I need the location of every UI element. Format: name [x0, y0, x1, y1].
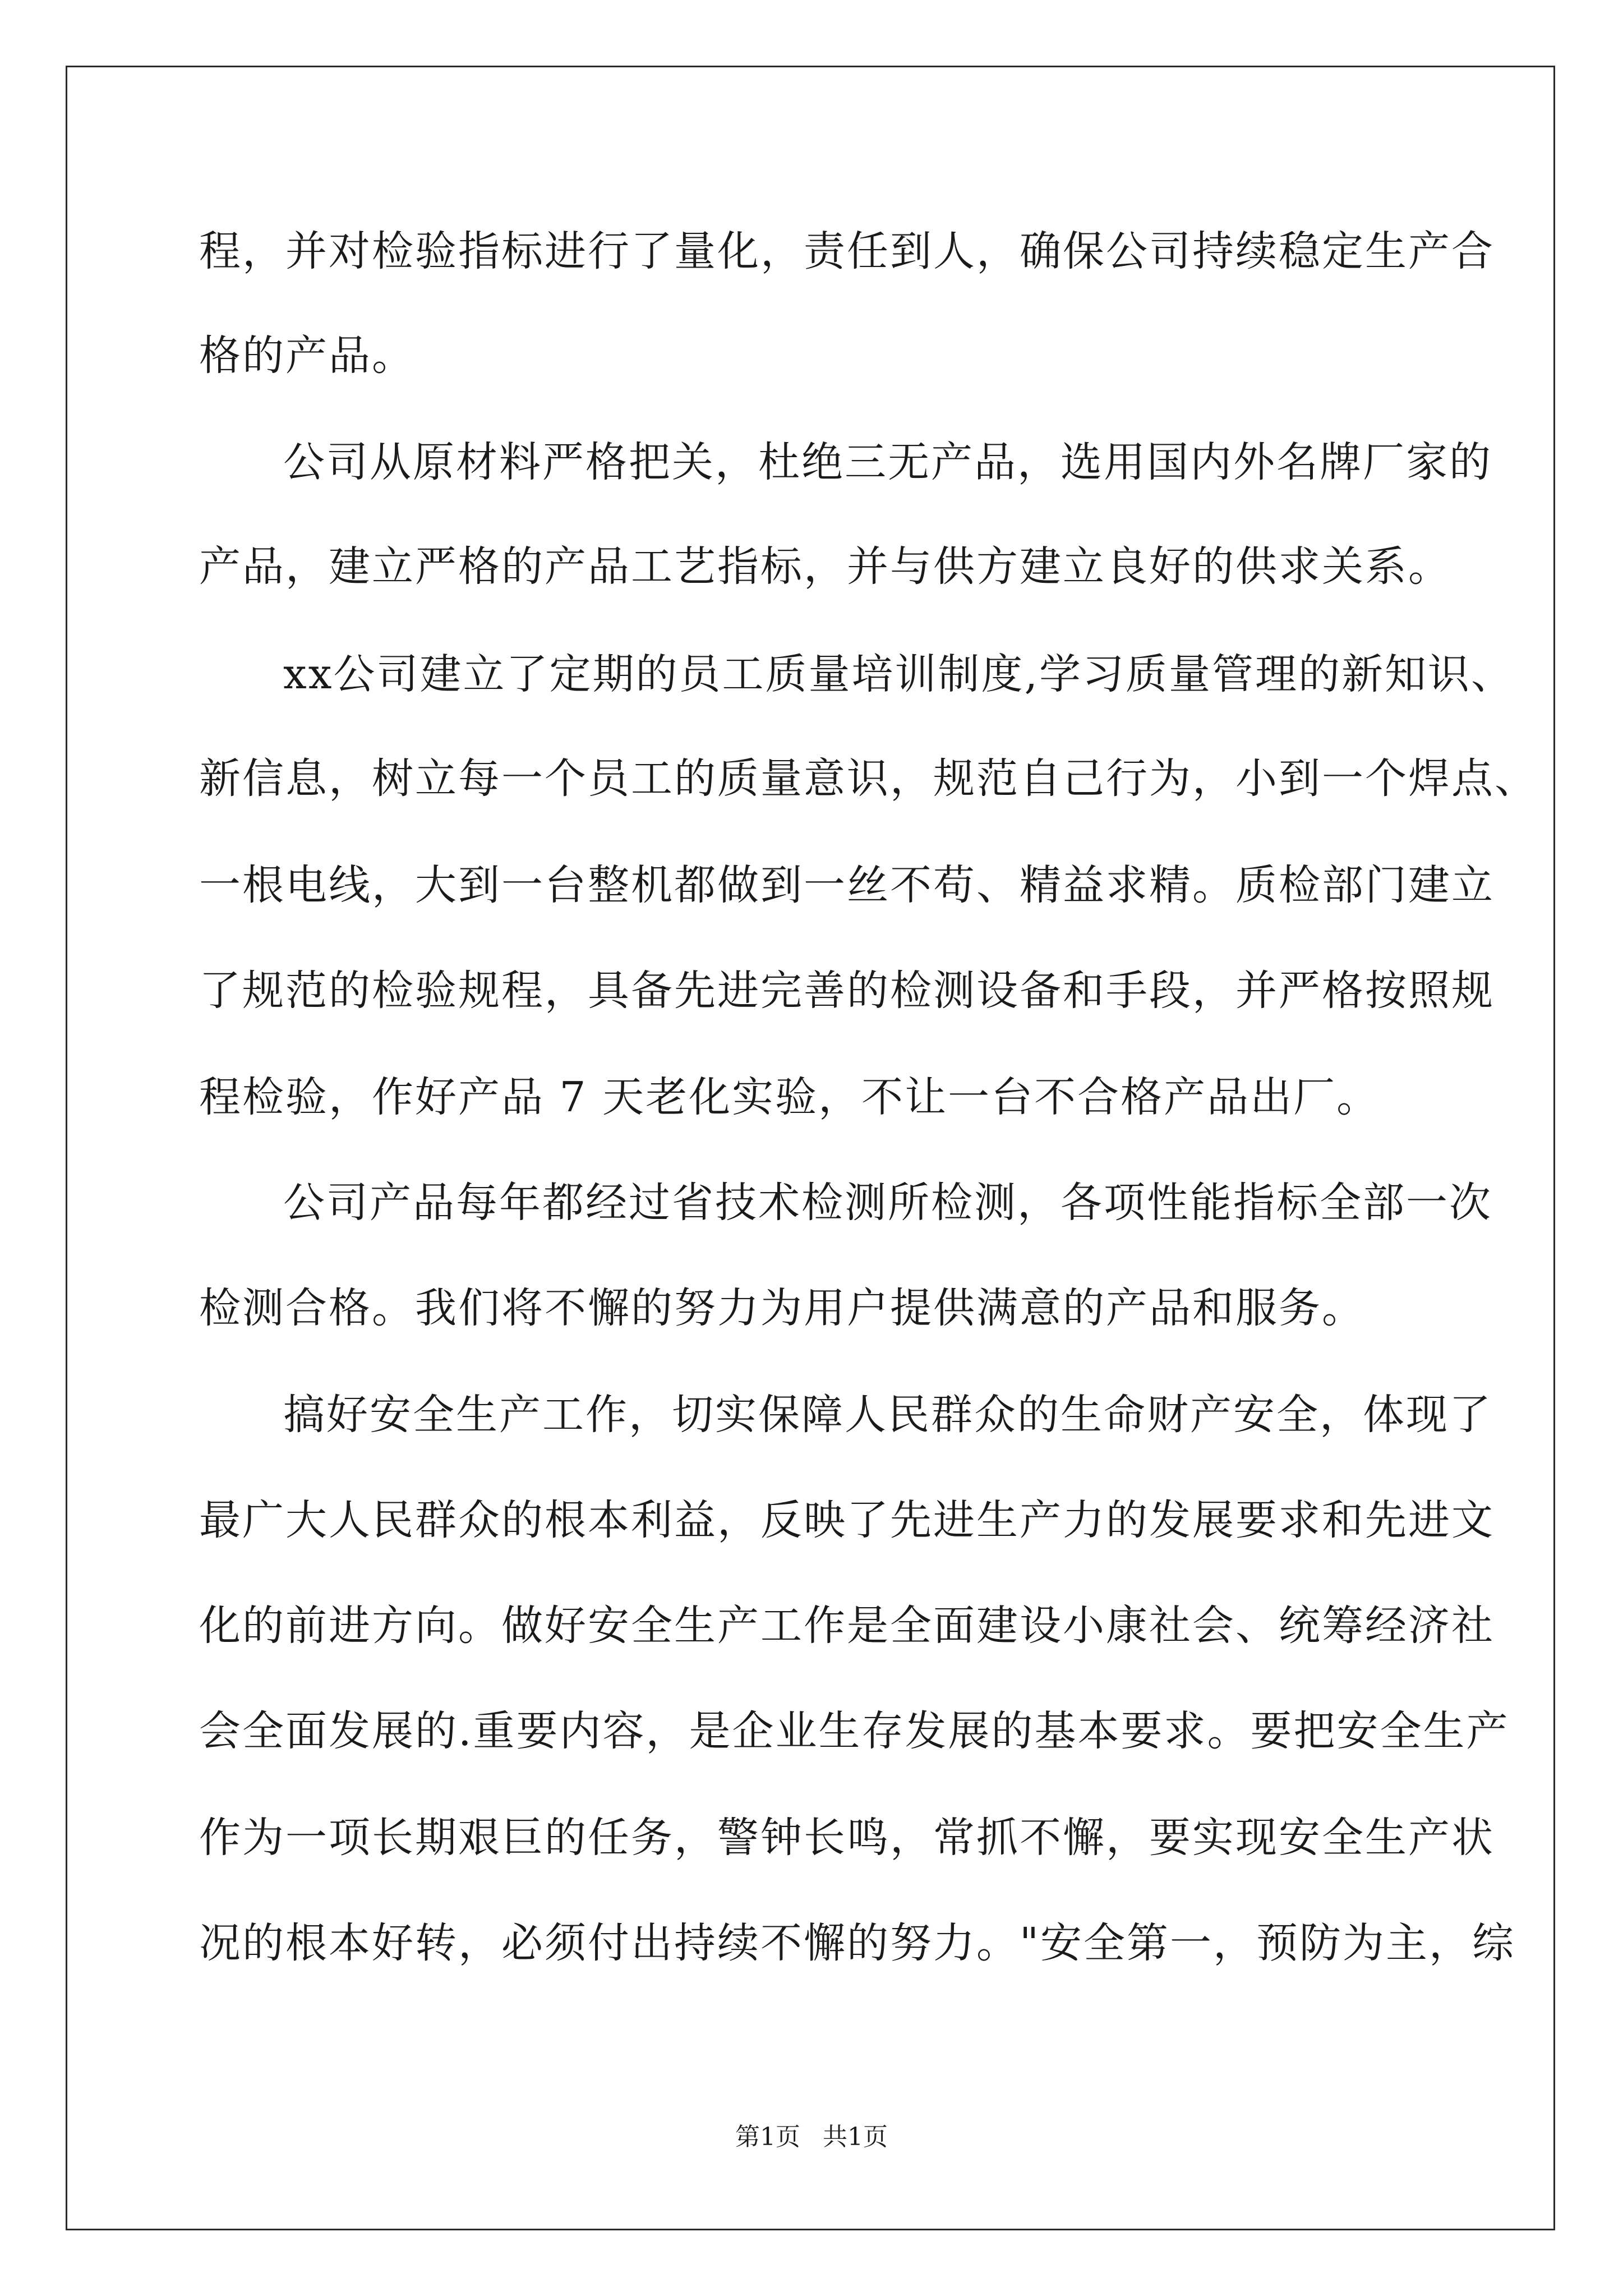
text-line: 产品，建立严格的产品工艺指标，并与供方建立良好的供求关系。 [199, 542, 1451, 591]
page-total: 共1页 [823, 2123, 888, 2151]
text-line: 会全面发展的.重要内容，是企业生存发展的基本要求。要把安全生产 [199, 1707, 1510, 1755]
paragraph-first-line: 公司从原材料严格把关，杜绝三无产品，选用国内外名牌厂家的 [283, 438, 1492, 486]
paragraph-first-line: 公司产品每年都经过省技术检测所检测，各项性能指标全部一次 [283, 1179, 1492, 1227]
page-number: 第1页 [735, 2123, 800, 2151]
text-line: 况的根本好转，必须付出持续不懈的努力。"安全第一，预防为主，综 [199, 1919, 1516, 1967]
text-line: 作为一项长期艰巨的任务，警钟长鸣，常抓不懈，要实现安全生产状 [199, 1814, 1495, 1862]
paragraph-first-line: xx公司建立了定期的员工质量培训制度,学习质量管理的新知识、 [283, 650, 1514, 698]
text-line: 最广大人民群众的根本利益，反映了先进生产力的发展要求和先进文 [199, 1496, 1495, 1544]
text-line: 格的产品。 [199, 332, 415, 380]
text-line: 化的前进方向。做好安全生产工作是全面建设小康社会、统筹经济社 [199, 1602, 1495, 1650]
text-line: 一根电线，大到一台整机都做到一丝不苟、精益求精。质检部门建立 [199, 861, 1495, 909]
text-line: 程检验，作好产品 7 天老化实验，不让一台不合格产品出厂。 [199, 1073, 1380, 1121]
text-line: 了规范的检验规程，具备先进完善的检测设备和手段，并严格按照规 [199, 967, 1495, 1015]
page-border [66, 66, 1555, 2230]
text-line: 新信息，树立每一个员工的质量意识，规范自己行为，小到一个焊点、 [199, 754, 1538, 803]
page-footer [0, 2120, 1623, 2154]
paragraph-first-line: 搞好安全生产工作，切实保障人民群众的生命财产安全，体现了 [283, 1391, 1492, 1439]
text-line: 程，并对检验指标进行了量化，责任到人，确保公司持续稳定生产合 [199, 227, 1495, 275]
text-line: 检测合格。我们将不懈的努力为用户提供满意的产品和服务。 [199, 1284, 1365, 1332]
